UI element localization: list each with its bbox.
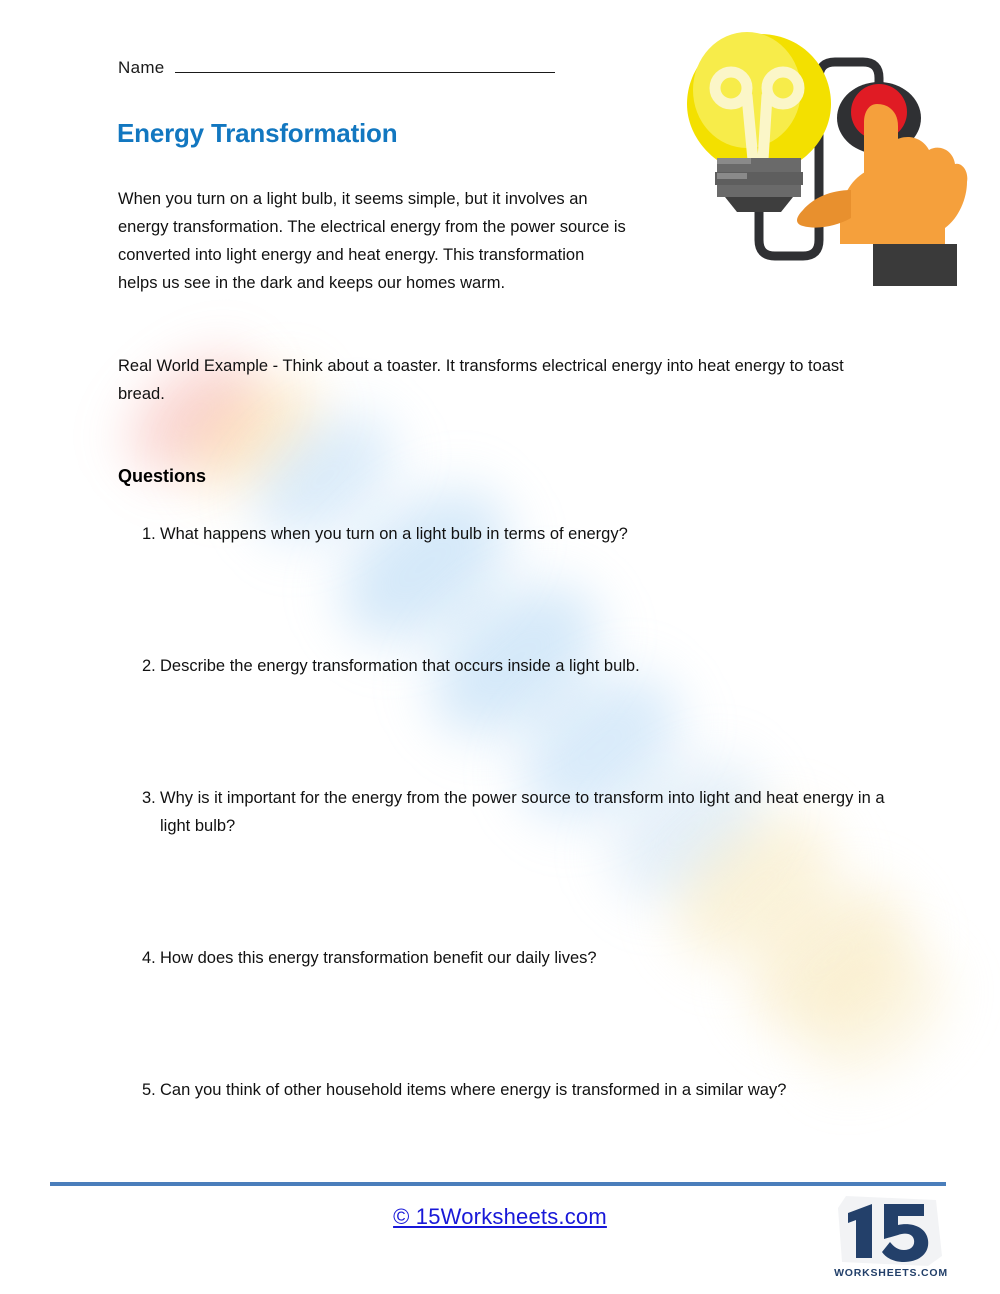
question-text: Can you think of other household items where energy is transformed in a similar way?: [160, 1081, 787, 1099]
worksheets-logo: [832, 1192, 950, 1280]
question-number: 5.: [142, 1081, 156, 1099]
logo-number: [848, 1204, 928, 1262]
question-item-2: [118, 652, 908, 680]
questions-heading: Questions: [118, 466, 207, 486]
question-number: 3.: [142, 789, 156, 807]
sleeve-cuff: [873, 244, 957, 286]
name-label: Name: [118, 58, 165, 77]
question-number: 4.: [142, 949, 156, 967]
answer-space-4[interactable]: [118, 972, 908, 1076]
question-item-4: [118, 944, 908, 972]
question-number: 1.: [142, 525, 156, 543]
light-bulb: [687, 32, 831, 212]
question-text: Describe the energy transformation that occurs inside a light bulb.: [160, 657, 640, 675]
answer-space-1[interactable]: [118, 548, 908, 652]
questions-list: [118, 520, 908, 1104]
question-text: How does this energy transformation benefit our daily lives?: [160, 949, 597, 967]
question-number: 2.: [142, 657, 156, 675]
name-input-line[interactable]: [175, 58, 555, 73]
question-text: Why is it important for the energy from the power source to transform into light and heat energy in a light bulb?: [160, 789, 885, 835]
bulb-screw-base: [715, 158, 803, 212]
question-item-3: [118, 784, 908, 840]
answer-space-2[interactable]: [118, 680, 908, 784]
question-item-1: [118, 520, 908, 548]
name-field-row: [118, 58, 555, 78]
real-world-example-paragraph: Real World Example - Think about a toaster. It transforms electrical energy into heat energy to toast bread.: [118, 357, 844, 403]
page-title: Energy Transformation: [117, 118, 398, 148]
logo-caption: WORKSHEETS.COM: [834, 1267, 948, 1279]
question-text: What happens when you turn on a light bulb in terms of energy?: [160, 525, 628, 543]
worksheets-site-link[interactable]: © 15Worksheets.com: [393, 1204, 607, 1229]
intro-paragraph: When you turn on a light bulb, it seems simple, but it involves an energy transformation. The electrical energy from the power source is converted into light energy and heat energy. This transformation helps us see in the dark and keeps our homes warm.: [118, 190, 626, 292]
answer-space-3[interactable]: [118, 840, 908, 944]
hand-back: [840, 137, 967, 244]
question-item-5: [118, 1076, 908, 1104]
light-bulb-push-button-illustration: [655, 12, 985, 292]
footer-divider: [50, 1182, 946, 1186]
